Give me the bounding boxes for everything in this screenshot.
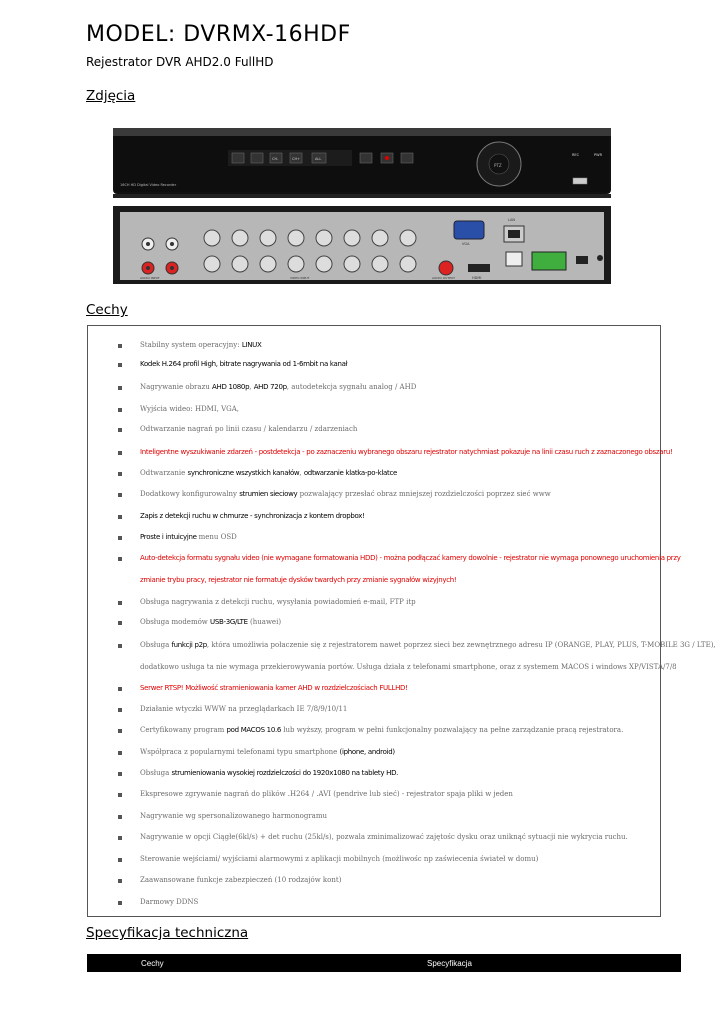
- device-photos: [110, 122, 614, 287]
- feature-text: [140, 425, 357, 433]
- bullet-icon: [118, 772, 122, 776]
- feature-text: [140, 855, 538, 863]
- hdmi-label: HDMI: [472, 276, 482, 280]
- bullet-icon: [118, 386, 122, 390]
- feature-text-part: LINUX: [241, 341, 262, 349]
- bullet-icon: [118, 687, 122, 691]
- feature-text: [140, 448, 672, 456]
- feature-text-part: AHD 720p: [253, 383, 287, 391]
- feature-text-part: , autodetekcja sygnału analog / AHD: [286, 383, 417, 391]
- section-spec-heading: Specyfikacja techniczna: [86, 925, 249, 941]
- dvr-front-image: [113, 128, 611, 198]
- bullet-icon: [118, 858, 122, 862]
- feature-text-part: Auto-detekcja formatu sygnału video (nie wymagane formatowania HDD) - można podłączać kamery dowolnie - rejestrator nie wymaga ponownego uruchomienia przy: [140, 554, 681, 562]
- bullet-icon: [118, 557, 122, 561]
- spec-table-header: [87, 954, 681, 972]
- spec-col-spec: Specyfikacja: [427, 959, 472, 968]
- feature-text-part: ,: [249, 383, 254, 391]
- bullet-icon: [118, 708, 122, 712]
- feature-text-part: Dodatkowy konfigurowalny: [140, 490, 240, 498]
- bullet-icon: [118, 793, 122, 797]
- feature-text-part: Współpraca z popularnymi telefonami typu smartphone: [140, 748, 340, 756]
- feature-text: [140, 726, 623, 734]
- section-features-heading: Cechy: [86, 302, 128, 318]
- feature-text-part: zmianie trybu pracy, rejestrator nie formatuje dysków twardych przy zmianie sygnałów wizyjnych!: [140, 576, 457, 584]
- dvr-back-image: [113, 206, 611, 284]
- feature-text-part: Darmowy DDNS: [140, 898, 199, 906]
- feature-text: [140, 641, 716, 649]
- ptz-label: PTZ: [494, 163, 502, 168]
- feature-text: [140, 383, 416, 391]
- front-button-ch-plus: CH+: [292, 157, 301, 161]
- feature-text-part: Sterowanie wejściami/ wyjściami alarmowymi z aplikacji mobilnych (możliwośc np zaświecenia świateł w domu): [140, 855, 539, 863]
- feature-text-part: , która umożliwia połaczenie się z rejestratorem nawet poprzez sieci bez zewnętrznego adresu IP (ORANGE, PLAY, PLUS, T-MOBILE 3G / LTE),: [206, 641, 716, 649]
- feature-text-part: funkcji p2p: [171, 641, 207, 649]
- feature-text-part: Nagrywanie w opcji Ciągłe(6kl/s) + det ruchu (25kl/s), pozwala zminimalizować zajętośc dysku oraz uniknąć sytuacji nie wykrycia ruchu.: [140, 833, 628, 841]
- feature-text-part: Inteligentne wyszukiwanie zdarzeń - postdetekcja - po zaznaczeniu wybranego obszaru rejestrator natychmiast pokazuje na linii czasu ruch z zaznaczonego obszaru!: [140, 448, 673, 456]
- feature-text: [140, 512, 365, 520]
- feature-text-part: Proste i intuicyjne: [140, 533, 199, 541]
- feature-text: [140, 705, 347, 713]
- bullet-icon: [118, 515, 122, 519]
- feature-text-part: menu OSD: [198, 533, 237, 541]
- feature-text: [140, 469, 397, 477]
- feature-text: [140, 790, 513, 798]
- feature-text-part: (iphone, android): [339, 748, 395, 756]
- led-rec-label: REC: [572, 153, 580, 157]
- feature-text-part: lub wyższy, program w pełni funkcjonalny pozwalający na pełne zarządzanie pracą rejestratora.: [281, 726, 624, 734]
- feature-text-part: dodatkowo usługa ta nie wymaga przekierowywania portów. Usługa działa z telefonami smartphone, oraz z systemem MACOS i windows XP/VISTA/7/8: [140, 663, 677, 671]
- feature-text-part: synchroniczne wszystkich kanałów: [187, 469, 300, 477]
- bullet-icon: [118, 901, 122, 905]
- bullet-icon: [118, 815, 122, 819]
- feature-text-part: Obsługa modemów: [140, 618, 211, 626]
- feature-text: [140, 554, 681, 562]
- feature-text-part: Nagrywanie obrazu: [140, 383, 212, 391]
- feature-text-part: (huawei): [247, 618, 282, 626]
- vga-label: VGA: [462, 242, 470, 246]
- front-button-all: ALL: [315, 157, 322, 161]
- bullet-icon: [118, 751, 122, 755]
- feature-text: [140, 748, 395, 756]
- feature-text-part: AHD 1080p: [212, 383, 250, 391]
- bullet-icon: [118, 472, 122, 476]
- feature-text: [140, 360, 347, 368]
- bullet-icon: [118, 836, 122, 840]
- front-model-label: 16CH HD Digital Video Recorder: [120, 183, 177, 187]
- feature-text: [140, 618, 281, 626]
- model-title: MODEL: DVRMX-16HDF: [86, 22, 351, 47]
- led-pwr-label: PWR: [594, 153, 603, 157]
- feature-text: [140, 876, 341, 884]
- bullet-icon: [118, 408, 122, 412]
- feature-text-part: Obsługa nagrywania z detekcji ruchu, wysyłania powiadomień e-mail, FTP itp: [140, 598, 416, 606]
- bullet-icon: [118, 644, 122, 648]
- feature-text: [140, 769, 398, 777]
- audio-output-label: AUDIO OUTPUT: [432, 276, 455, 280]
- feature-text-part: Obsługa: [140, 641, 172, 649]
- lan-label: LAN: [508, 218, 516, 222]
- bullet-icon: [118, 344, 122, 348]
- feature-text-part: Zapis z detekcji ruchu w chmurze - synchronizacja z kontem dropbox!: [140, 512, 365, 520]
- feature-text-part: Działanie wtyczki WWW na przeglądarkach IE 7/8/9/10/11: [140, 705, 348, 713]
- feature-text-part: Wyjścia wideo: HDMI, VGA,: [140, 405, 239, 413]
- front-button-ch-minus: CH-: [272, 157, 279, 161]
- feature-text-part: Odtwarzanie: [140, 469, 188, 477]
- feature-text-part: USB-3G/LTE: [210, 618, 248, 626]
- feature-text: [140, 576, 456, 584]
- feature-text-part: Nagrywanie wg spersonalizowanego harmonogramu: [140, 812, 327, 820]
- feature-text-part: pozwalający przesłać obraz mniejszej rozdzielczości poprzez sieć www: [297, 490, 551, 498]
- feature-text-part: strumien sieciowy: [239, 490, 298, 498]
- feature-text-part: Stabilny system operacyjny:: [140, 341, 242, 349]
- video-input-label: VIDEO INPUT: [290, 276, 310, 280]
- bullet-icon: [118, 428, 122, 432]
- bullet-icon: [118, 451, 122, 455]
- feature-text-part: odtwarzanie klatka-po-klatce: [303, 469, 398, 477]
- feature-text-part: Obsługa: [140, 769, 172, 777]
- audio-input-label: AUDIO INPUT: [140, 276, 160, 280]
- feature-text: [140, 341, 261, 349]
- feature-text-part: pod MACOS 10.6: [226, 726, 282, 734]
- feature-text-part: Serwer RTSP! Możliwość stramieniowania kamer AHD w rozdzielczościach FULLHD!: [140, 684, 408, 692]
- features-box: [87, 325, 716, 917]
- bullet-icon: [118, 621, 122, 625]
- section-photos-heading: Zdjęcia: [86, 88, 136, 104]
- feature-text: [140, 663, 677, 671]
- feature-text-part: Ekspresowe zgrywanie nagrań do plików .H264 / .AVI (pendrive lub sieć) - rejestrator spaja pliki w jeden: [140, 790, 513, 798]
- feature-text-part: ,: [299, 469, 304, 477]
- bullet-icon: [118, 493, 122, 497]
- feature-text-part: Zaawansowane funkcje zabezpieczeń (10 rodzajów kont): [140, 876, 342, 884]
- feature-text: [140, 684, 408, 692]
- feature-text-part: strumieniowania wysokiej rozdzielczości do 1920x1080 na tablety HD.: [171, 769, 399, 777]
- bullet-icon: [118, 536, 122, 540]
- feature-text: [140, 898, 198, 906]
- feature-text: [140, 490, 551, 498]
- feature-text: [140, 405, 239, 413]
- bullet-icon: [118, 601, 122, 605]
- feature-text: [140, 833, 628, 841]
- feature-text-part: Kodek H.264 profil High, bitrate nagrywania od 1-6mbit na kanał: [140, 360, 348, 368]
- feature-text-part: Odtwarzanie nagrań po linii czasu / kalendarzu / zdarzeniach: [140, 425, 358, 433]
- bullet-icon: [118, 363, 122, 367]
- feature-text-part: Certyfikowany program: [140, 726, 227, 734]
- bullet-icon: [118, 879, 122, 883]
- spec-col-features: Cechy: [141, 959, 164, 968]
- feature-text: [140, 598, 416, 606]
- feature-text: [140, 812, 327, 820]
- feature-text: [140, 533, 237, 541]
- bullet-icon: [118, 729, 122, 733]
- product-subtitle: Rejestrator DVR AHD2.0 FullHD: [86, 55, 274, 69]
